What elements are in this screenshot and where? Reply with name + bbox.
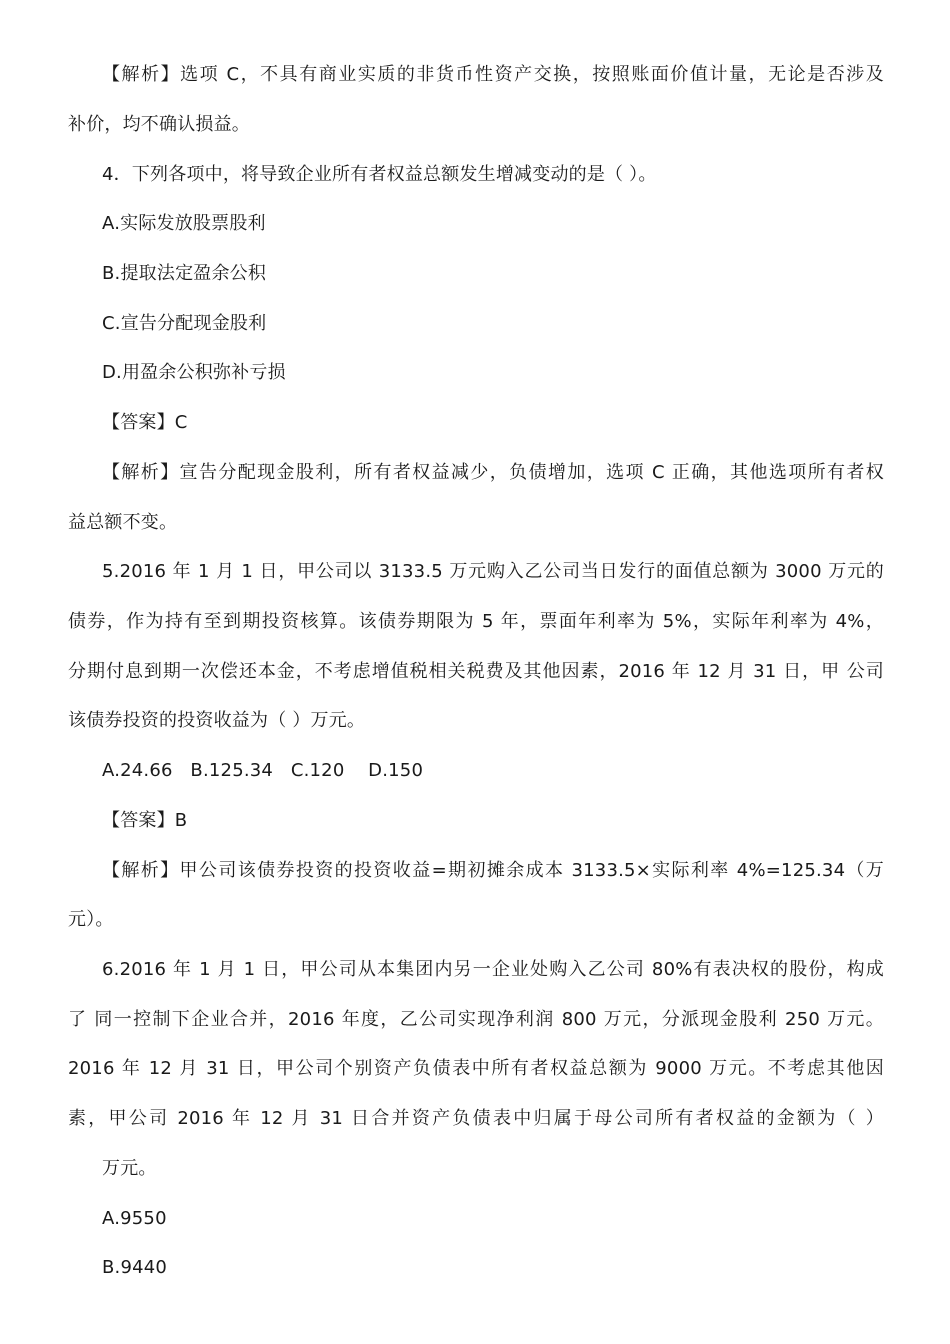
question-6-stem-line-4: 素，甲公司 2016 年 12 月 31 日合并资产负债表中归属于母公司所有者权益的金额为（ ） <box>68 1108 884 1129</box>
question-4-option-d: D.用盈余公积弥补亏损 <box>102 362 286 383</box>
question-6-stem-line-2: 了 同一控制下企业合并，2016 年度，乙公司实现净利润 800 万元，分派现金股利 250 万元。 <box>68 1009 884 1030</box>
question-5-analysis-line-2: 元）。 <box>68 909 114 930</box>
question-5-answer: 【答案】B <box>102 810 188 831</box>
question-4-option-a: A.实际发放股票股利 <box>102 213 266 234</box>
question-6-stem-line-5: 万元。 <box>102 1158 157 1179</box>
question-4-option-b: B.提取法定盈余公积 <box>102 263 267 284</box>
question-6-option-a: A.9550 <box>102 1208 167 1229</box>
question-4-analysis-line-1: 【解析】宣告分配现金股利，所有者权益减少，负债增加，选项 C 正确，其他选项所有者权 <box>102 462 884 483</box>
question-4-option-c: C.宣告分配现金股利 <box>102 313 267 334</box>
question-5-stem-line-4: 该债券投资的投资收益为（ ）万元。 <box>68 710 366 731</box>
question-6-stem-line-1: 6.2016 年 1 月 1 日，甲公司从本集团内另一企业处购入乙公司 80%有表决权的股份，构成 <box>102 959 884 980</box>
question-5-stem-line-1: 5.2016 年 1 月 1 日，甲公司以 3133.5 万元购入乙公司当日发行的面值总额为 3000 万元的 <box>102 561 884 582</box>
question-5-stem-line-3: 分期付息到期一次偿还本金，不考虑增值税相关税费及其他因素，2016 年 12 月 31 日，甲 公司 <box>68 661 884 682</box>
question-4-answer: 【答案】C <box>102 412 188 433</box>
question-4-analysis-line-2: 益总额不变。 <box>68 512 178 533</box>
analysis-q3-line-1: 【解析】选项 C，不具有商业实质的非货币性资产交换，按照账面价值计量，无论是否涉及 <box>102 64 884 85</box>
question-5-analysis-line-1: 【解析】甲公司该债券投资的投资收益=期初摊余成本 3133.5×实际利率 4%=125.34（万 <box>102 860 884 881</box>
analysis-q3-line-2: 补价，均不确认损益。 <box>68 114 250 135</box>
question-5-stem-line-2: 债券，作为持有至到期投资核算。该债券期限为 5 年，票面年利率为 5%，实际年利率为 4%， <box>68 611 884 632</box>
question-4-stem: 4．下列各项中，将导致企业所有者权益总额发生增减变动的是（ ）。 <box>102 164 657 185</box>
question-6-stem-line-3: 2016 年 12 月 31 日，甲公司个别资产负债表中所有者权益总额为 9000 万元。不考虑其他因 <box>68 1058 884 1079</box>
question-5-options: A.24.66 B.125.34 C.120 D.150 <box>102 760 424 781</box>
question-6-option-b: B.9440 <box>102 1257 168 1278</box>
